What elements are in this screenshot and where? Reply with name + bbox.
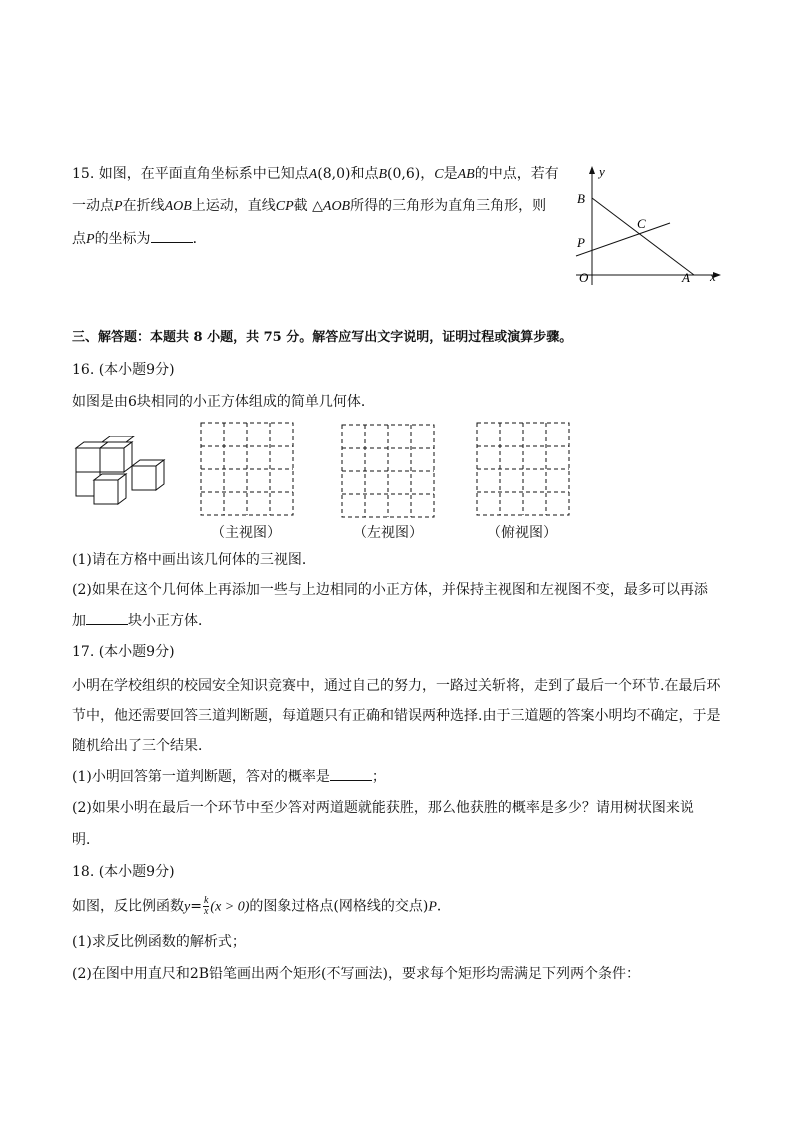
label-p: P <box>577 235 585 250</box>
q17-heading: 17. (本小题9分) <box>72 644 175 660</box>
answer-blank[interactable] <box>330 766 372 781</box>
q16-intro: 如图是由6块相同的小正方体组成的简单几何体． <box>72 394 375 410</box>
top-view-grid <box>476 422 570 516</box>
label-a: A <box>682 270 690 285</box>
q16-heading: 16. (本小题9分) <box>72 362 175 378</box>
front-view-grid <box>200 422 294 516</box>
q16-part-2-line-2: 加 块小正方体． <box>72 610 212 631</box>
q15-line-2: 一动点P在折线AOB上运动，直线CP截 △AOB所得的三角形为直角三角形，则 <box>72 198 547 214</box>
q15-line-3: 点P的坐标为 ． <box>72 228 207 250</box>
line-cp <box>576 223 670 256</box>
answer-blank[interactable] <box>151 228 193 243</box>
q17-line-3: 随机给出了三个结果． <box>72 738 212 754</box>
label-b: B <box>577 191 585 206</box>
q18-part-2: (2)在图中用直尺和2B铅笔画出两个矩形(不写画法)，要求每个矩形均需满足下列两个条件： <box>72 966 640 982</box>
q17-line-1: 小明在学校组织的校园安全知识竞赛中，通过自己的努力，一路过关斩将，走到了最后一个环节.在最后环 <box>72 678 721 694</box>
q15-line-1: 15. 如图，在平面直角坐标系中已知点A(8,0)和点B(0,6)，C是AB的中点，若有 <box>72 166 559 182</box>
q15-coordinate-figure <box>566 160 726 290</box>
left-view-caption: （左视图） <box>353 525 423 541</box>
label-c: C <box>637 216 646 231</box>
q17-part-1: (1)小明回答第一道判断题，答对的概率是 ； <box>72 766 386 787</box>
segment-ba <box>592 198 694 275</box>
y-axis-arrow <box>589 166 595 174</box>
q18-heading: 18. (本小题9分) <box>72 864 175 880</box>
q16-part-1: (1)请在方格中画出该几何体的三视图． <box>72 552 316 568</box>
q17-part-2-line-1: (2)如果小明在最后一个环节中至少答对两道题就能获胜，那么他获胜的概率是多少？请用树状图来说 <box>72 800 694 816</box>
section-3-heading: 三、解答题：本题共 8 小题，共 75 分。解答应写出文字说明，证明过程或演算步骤。 <box>72 330 573 345</box>
q17-line-2: 节中，他还需要回答三道判断题，每道题只有正确和错误两种选择.由于三道题的答案小明均不确定，于是 <box>72 708 721 724</box>
label-x: x <box>710 269 716 284</box>
front-view-caption: （主视图） <box>211 525 281 541</box>
left-view-grid <box>341 424 435 518</box>
cube-solid-figure <box>72 436 172 512</box>
top-view-caption: （俯视图） <box>487 525 557 541</box>
label-y: y <box>599 164 605 179</box>
answer-blank[interactable] <box>86 610 128 625</box>
fraction-k-over-x: $\frac{k}{x}$ <box>203 895 209 917</box>
q18-part-1: (1)求反比例函数的解析式； <box>72 934 246 950</box>
q16-part-2-line-1: (2)如果在这个几何体上再添加一些与上边相同的小正方体，并保持主视图和左视图不变，最多可以再添 <box>72 582 708 598</box>
q18-intro: 如图，反比例函数y= $\frac{k}{x}$ (x > 0)的图象过格点(网格线的交点)P． <box>72 895 451 917</box>
q17-part-2-line-2: 明． <box>72 832 100 848</box>
label-o: O <box>579 270 589 285</box>
